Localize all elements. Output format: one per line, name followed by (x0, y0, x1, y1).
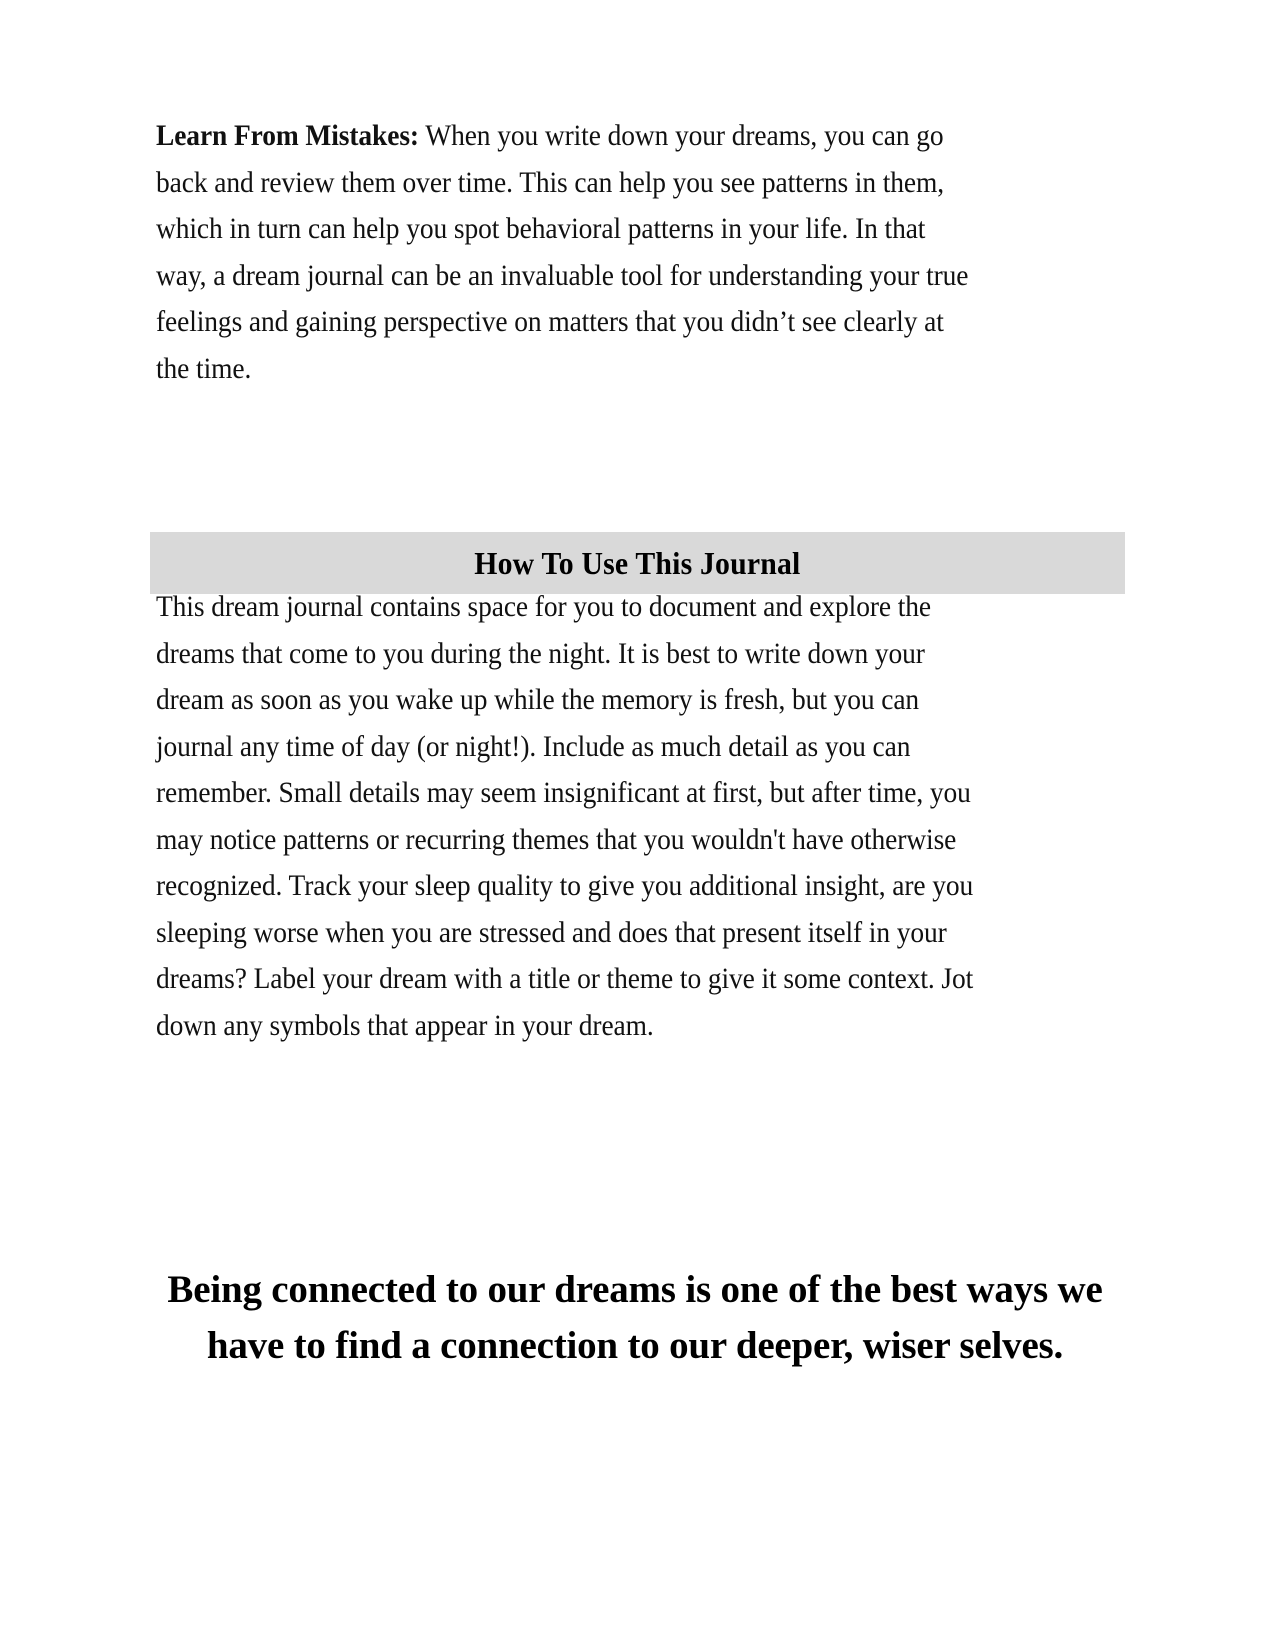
howto-paragraph: This dream journal contains space for you to document and explore the dreams that come to you during the night. It is best to write down your dream as soon as you wake up while the memory is fresh, but you can journal any time of day (or night!). Include as much detail as you can remember. Small details may seem insignificant at first, but after time, you may notice patterns or recurring themes that you wouldn't have otherwise recognized. Track your sleep quality to give you additional insight, are you sleeping worse when you are stressed and does that present itself in your dreams? Label your dream with a title or theme to give it some context. Jot down any symbols that appear in your dream. (156, 590, 974, 1042)
section-heading-title: How To Use This Journal (474, 545, 801, 581)
intro-body-text: When you write down your dreams, you can go back and review them over time. This can help you see patterns in them, which in turn can help you spot behavioral patterns in your life. In that way, a dream journal can be an invaluable tool for understanding your true feelings and gaining perspective on matters that you didn’t see clearly at the time. (156, 119, 969, 385)
intro-paragraph (156, 113, 980, 392)
howto-paragraph-block (156, 584, 1061, 1049)
pull-quote-block (130, 1262, 1140, 1374)
pull-quote-text: Being connected to our dreams is one of the best ways we have to find a connection to our deeper, wiser selves. (167, 1268, 1103, 1367)
intro-lead-in: Learn From Mistakes: (156, 119, 419, 152)
intro-paragraph-block (156, 113, 1056, 392)
